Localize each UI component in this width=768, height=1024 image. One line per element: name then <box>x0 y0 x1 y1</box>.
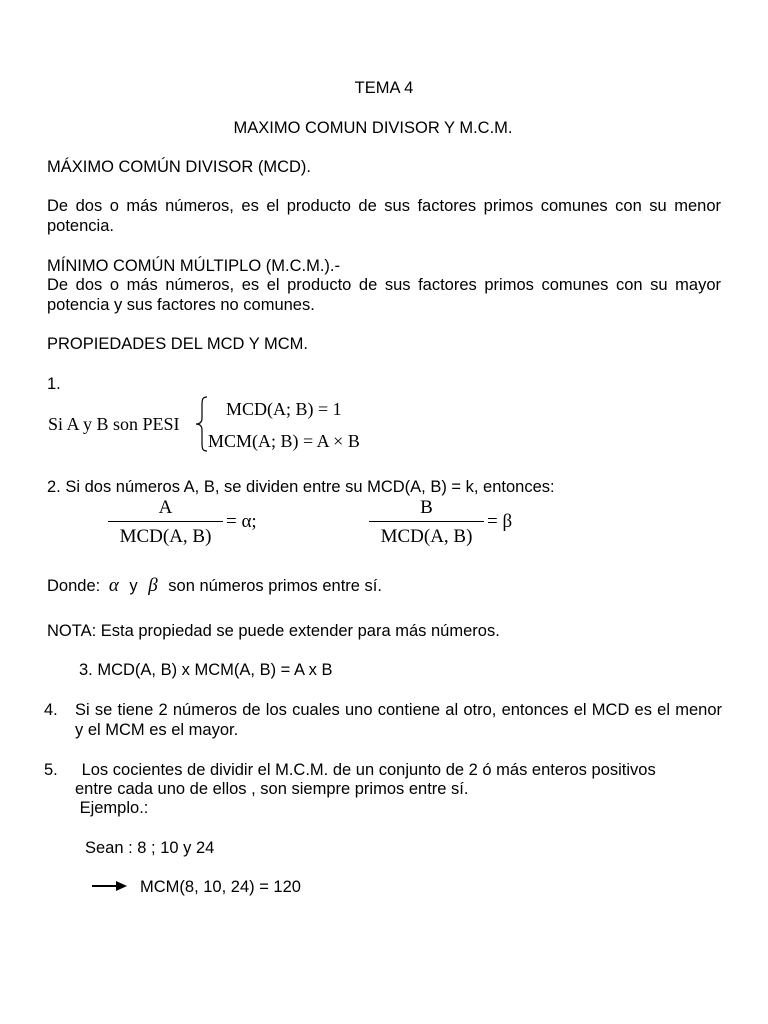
fraction-a-denominator: MCD(A, B) <box>119 526 212 547</box>
fraction-a-bar <box>108 521 223 522</box>
where-prefix: Donde: <box>47 577 101 595</box>
property-1-mcd-line: MCD(A; B) = 1 <box>226 399 342 419</box>
beta-symbol: β <box>148 575 158 596</box>
example-label: Ejemplo.: <box>75 799 149 817</box>
page-title: MAXIMO COMUN DIVISOR Y M.C.M. <box>233 119 513 137</box>
where-line <box>47 576 382 596</box>
property-5-number: 5. <box>44 761 58 779</box>
property-4-number: 4. <box>44 701 58 719</box>
property-3-text: 3. MCD(A, B) x MCM(A, B) = A x B <box>79 661 333 679</box>
property-1-condition: Si A y B son PESI <box>48 414 180 434</box>
note: NOTA: Esta propiedad se puede extender para más números. <box>47 622 500 640</box>
alpha-symbol: α <box>108 575 119 596</box>
example-result: MCM(8, 10, 24) = 120 <box>140 878 301 896</box>
fraction-b-denominator: MCD(A, B) <box>380 526 473 547</box>
properties-heading: PROPIEDADES DEL MCD Y MCM. <box>47 335 308 353</box>
fraction-a-rhs: = α; <box>226 511 257 532</box>
fraction-b-bar <box>369 521 484 522</box>
arrow-right-icon <box>92 880 128 892</box>
mcd-definition: De dos o más números, es el producto de sus factores primos comunes con su menor potencia. <box>47 197 721 235</box>
property-5-line-2: entre cada uno de ellos , son siempre primos entre sí. <box>75 780 469 798</box>
property-1-mcm-line: MCM(A; B) = A × B <box>208 431 360 451</box>
curly-brace <box>195 396 209 452</box>
fraction-a-numerator: A <box>158 497 173 518</box>
example-set: Sean : 8 ; 10 y 24 <box>85 839 215 857</box>
property-5-line-1: Los cocientes de dividir el M.C.M. de un conjunto de 2 ó más enteros positivos <box>77 761 656 779</box>
fraction-b-rhs: = β <box>487 511 513 532</box>
fraction-b-numerator: B <box>420 497 433 518</box>
mcm-definition: De dos o más números, es el producto de sus factores primos comunes con su mayor potencia y sus factores no comunes. <box>47 276 721 314</box>
topic-heading: TEMA 4 <box>354 79 414 97</box>
property-2-text: 2. Si dos números A, B, se dividen entre su MCD(A, B) = k, entonces: <box>47 478 555 496</box>
where-suffix: son números primos entre sí. <box>168 577 382 595</box>
mcm-heading: MÍNIMO COMÚN MÚLTIPLO (M.C.M.).- <box>47 257 341 275</box>
mcd-heading: MÁXIMO COMÚN DIVISOR (MCD). <box>47 158 311 176</box>
property-4-text: Si se tiene 2 números de los cuales uno contiene al otro, entonces el MCD es el menor y el MCM es el mayor. <box>75 701 722 739</box>
and-word: y <box>129 577 138 595</box>
property-1-number: 1. <box>47 375 61 393</box>
